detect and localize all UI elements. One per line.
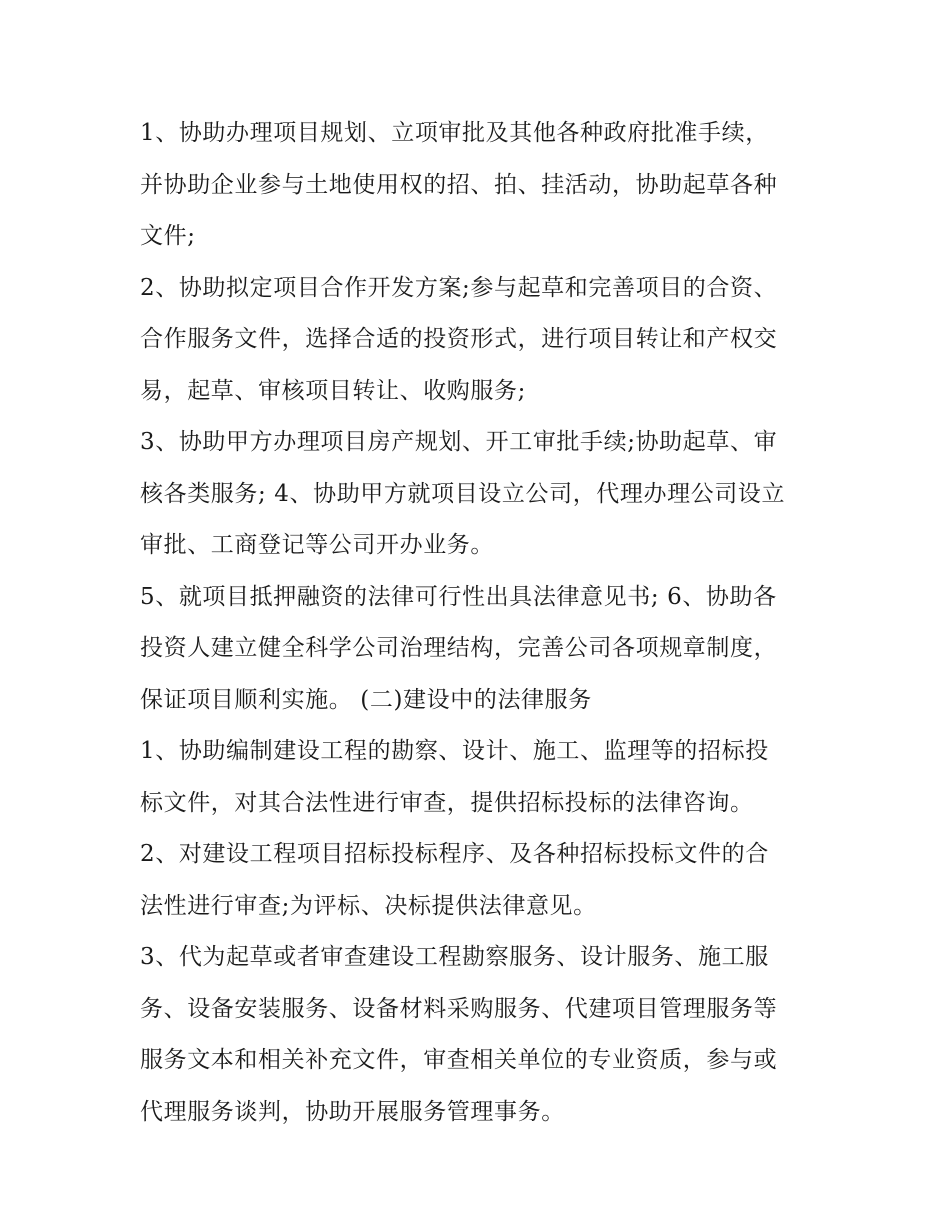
text-line: 投资人建立健全科学公司治理结构，完善公司各项规章制度， xyxy=(140,635,778,661)
document-body xyxy=(140,108,820,1138)
text-line: 服务文本和相关补充文件，审查相关单位的专业资质，参与或 xyxy=(140,1047,778,1073)
text-line: 核各类服务; 4、协助甲方就项目设立公司，代理办理公司设立 xyxy=(140,480,786,507)
text-line: 1、协助编制建设工程的勘察、设计、施工、监理等的招标投 xyxy=(140,738,769,764)
text-line: 3、代为起草或者审查建设工程勘察服务、设计服务、施工服 xyxy=(140,944,769,970)
text-line: 合作服务文件，选择合适的投资形式，进行项目转让和产权交 xyxy=(140,326,778,352)
text-line: 5、就项目抵押融资的法律可行性出具法律意见书; 6、协助各 xyxy=(140,583,777,610)
text-line: 1、协助办理项目规划、立项审批及其他各种政府批准手续， xyxy=(140,120,769,146)
text-line: 易，起草、审核项目转让、收购服务; xyxy=(140,377,526,404)
text-line: 审批、工商登记等公司开办业务。 xyxy=(140,532,494,558)
text-line: 保证项目顺利实施。 (二)建设中的法律服务 xyxy=(140,686,592,713)
text-line: 2、协助拟定项目合作开发方案;参与起草和完善项目的合资、 xyxy=(140,274,778,301)
text-line: 法性进行审查;为评标、决标提供法律意见。 xyxy=(140,892,597,919)
text-line: 3、协助甲方办理项目房产规划、开工审批手续;协助起草、审 xyxy=(140,429,778,455)
text-line: 2、对建设工程项目招标投标程序、及各种招标投标文件的合 xyxy=(140,841,769,867)
text-line: 务、设备安装服务、设备材料采购服务、代建项目管理服务等 xyxy=(140,995,778,1022)
text-line: 文件; xyxy=(140,223,196,249)
text-line: 代理服务谈判，协助开展服务管理事务。 xyxy=(140,1098,565,1125)
text-line: 并协助企业参与土地使用权的招、拍、挂活动，协助起草各种 xyxy=(140,171,778,198)
text-line: 标文件，对其合法性进行审查，提供招标投标的法律咨询。 xyxy=(140,789,754,816)
